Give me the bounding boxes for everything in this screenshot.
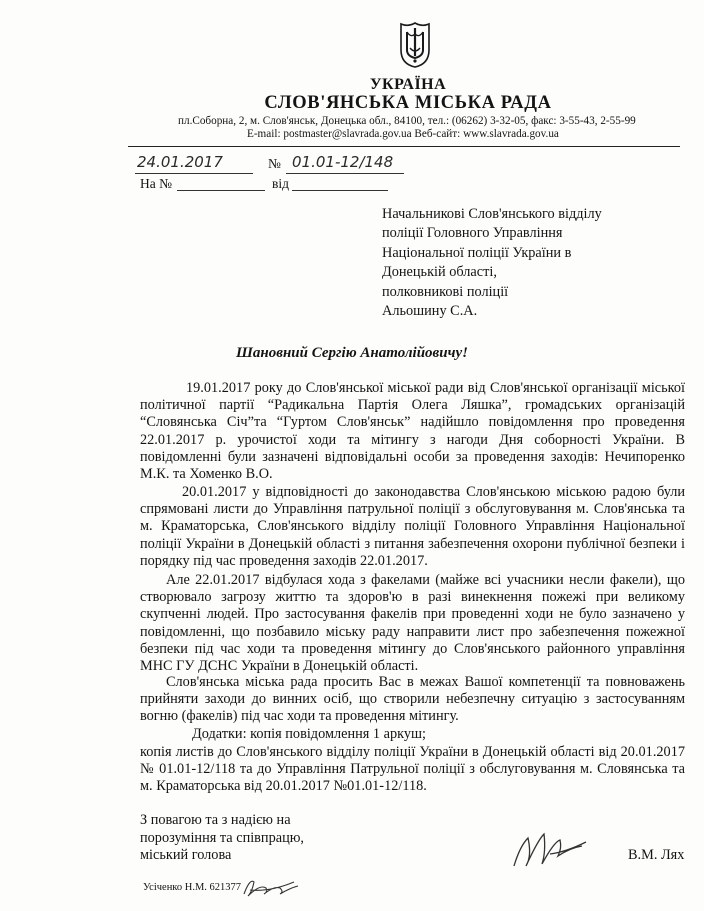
addressee-line: Начальникові Слов'янського відділу bbox=[382, 206, 602, 222]
reply-to-label: На № bbox=[140, 176, 172, 191]
council-contacts: E-mail: postmaster@slavrada.gov.ua Веб-сайт: www.slavrada.gov.ua bbox=[247, 128, 559, 140]
executor-signature-icon bbox=[240, 874, 300, 900]
attachments-line: Додатки: копія повідомлення 1 аркуш; bbox=[192, 726, 427, 742]
header-divider bbox=[128, 146, 680, 147]
council-title: СЛОВ'ЯНСЬКА МІСЬКА РАДА bbox=[264, 93, 552, 113]
closing-line: міський голова bbox=[140, 847, 232, 864]
reply-date-underline bbox=[292, 190, 388, 191]
salutation: Шановний Сергію Анатолійовичу! bbox=[236, 345, 468, 361]
number-label: № bbox=[268, 156, 281, 171]
body-paragraph-2: 20.01.2017 у відповідності до законодавства Слов'янською міською радою були спрямовані листи до Управління патрульної поліції з обслуговування м. Слов'янська та м. Краматорська, Слов'янського відділу поліції Головного Управління Національної поліції України в Донецькій області з питання забезпечення охорони публічної безпеки і порядку під час проведення заходів 22.01.2017. bbox=[140, 484, 685, 569]
executor-info: Усіченко Н.М. 621377 bbox=[143, 882, 242, 893]
closing-line: З повагою та з надією на bbox=[140, 812, 291, 828]
addressee-line: Донецькій області, bbox=[382, 264, 497, 281]
closing-line: порозуміння та співпрацю, bbox=[140, 829, 304, 846]
attachments-details: копія листів до Слов'янського відділу поліції України в Донецькій області від 20.01.2017 № 01.01-12/118 та до Управління Патрульної поліції з обслуговування м. Словянська та м. Краматорська від 20.01.2017 №01.01-12/118. bbox=[140, 744, 685, 795]
signatory-name: В.М. Лях bbox=[628, 847, 685, 863]
trident-emblem-icon bbox=[398, 20, 432, 68]
letter-date: 24.01.2017 bbox=[137, 153, 223, 171]
letter-number: 01.01-12/148 bbox=[292, 153, 394, 171]
addressee-line: полковникові поліції bbox=[382, 283, 509, 300]
addressee-line: Національної поліції України в bbox=[382, 244, 572, 261]
body-paragraph-4: Слов'янська міська рада просить Вас в межах Вашої компетенції та повноважень прийняти заходи до винних осіб, що створили небезпечну ситуацію з застосуванням вогню (факелів) під час ходи та проведення мітингу. bbox=[140, 674, 685, 725]
country-title: УКРАЇНА bbox=[369, 76, 447, 93]
closing-block bbox=[140, 812, 360, 865]
addressee-line: Альошину С.А. bbox=[382, 303, 478, 320]
reply-from-label: від bbox=[272, 176, 289, 191]
date-underline bbox=[135, 173, 253, 174]
body-paragraph-1: 19.01.2017 року до Слов'янської міської ради від Слов'янської організації міської політичної партії “Радикальна Партія Олега Ляшка”, громадських організацій “Словянська Січ”та “Гуртом Слов'янськ” надійшло повідомлення про проведення 22.01.2017 р. урочистої ходи та мітингу з нагоди Дня соборності України. В повідомленні були зазначені відповідальні особи за проведення заходів: Нечипоренко М.К. та Хоменко В.О. bbox=[140, 380, 685, 483]
number-underline bbox=[286, 173, 404, 174]
addressee-block bbox=[382, 205, 682, 321]
body-paragraph-3: Але 22.01.2017 відбулася хода з факелами (майже всі учасники несли факели), що створювало загрозу життю та здоров'ю в разі винекнення пожежі при великому скупченні людей. Про застосування факелів при проведенні ходи не було зазначено у повідомленні, що позбавило міську раду направити лист про забезпечення пожежної безпеки під час ходи та проведення мітингу до Слов'янського районного управління МНС ГУ ДСНС України в Донецькій області. bbox=[140, 572, 685, 675]
council-address: пл.Соборна, 2, м. Слов'янськ, Донецька обл., 84100, тел.: (06262) 3-32-05, факс: 3-55-43, 2-55-99 bbox=[178, 115, 636, 127]
reply-number-underline bbox=[177, 190, 265, 191]
mayor-signature-icon bbox=[510, 826, 590, 872]
addressee-line: поліції Головного Управління bbox=[382, 225, 563, 242]
